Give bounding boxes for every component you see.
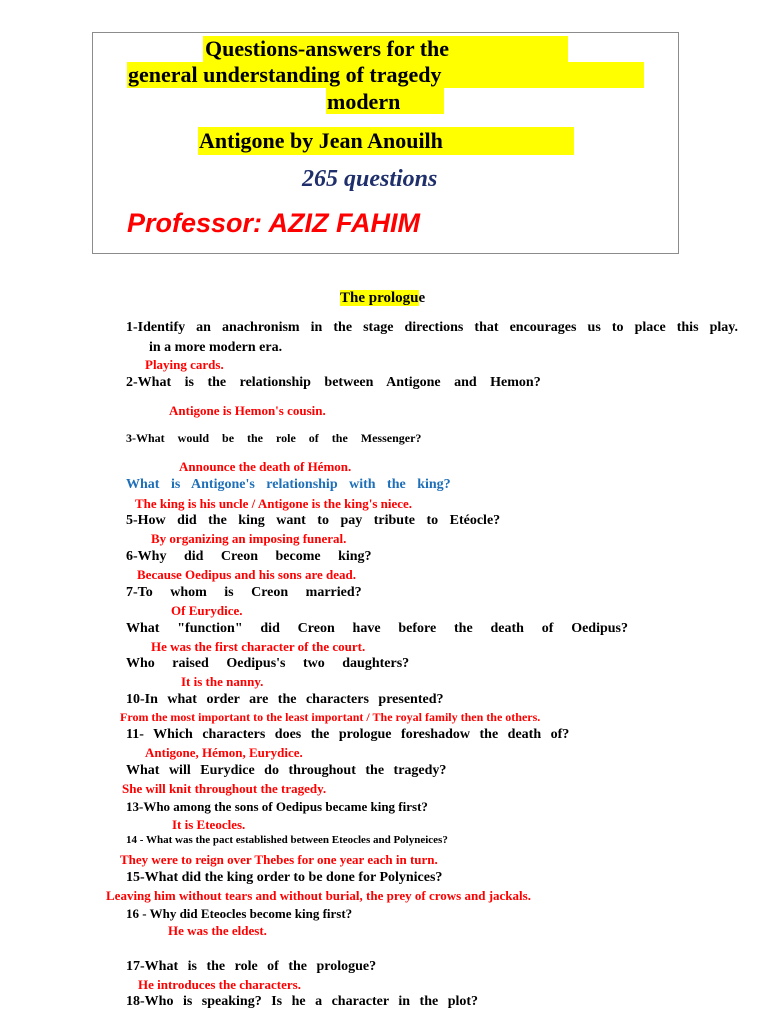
question-10: 10-In what order are the characters presented? — [126, 692, 444, 707]
question-8: What "function" did Creon have before the death of Oedipus? — [126, 621, 628, 636]
answer-7: Of Eurydice. — [171, 603, 243, 618]
section-heading-highlighted: The prologu — [340, 290, 419, 306]
answer-4: The king is his uncle / Antigone is the king's niece. — [135, 496, 413, 511]
section-heading — [340, 290, 425, 307]
question-3: 3-What would be the role of the Messenger? — [126, 431, 422, 445]
document-title-line-1: Questions-answers for the — [205, 36, 450, 61]
answer-13: It is Eteocles. — [172, 817, 246, 832]
answer-15: Leaving him without tears and without burial, the prey of crows and jackals. — [106, 888, 531, 903]
question-15: 15-What did the king order to be done for Polynices? — [126, 870, 443, 885]
question-11: 11- Which characters does the prologue foreshadow the death of? — [126, 727, 570, 742]
answer-6: Because Oedipus and his sons are dead. — [137, 567, 357, 582]
question-1: 1-Identify an anachronism in the stage directions that encourages us to place this play. — [126, 320, 738, 335]
question-4: What is Antigone's relationship with the king? — [126, 477, 451, 492]
answer-11: Antigone, Hémon, Eurydice. — [145, 745, 303, 760]
question-13: 13-Who among the sons of Oedipus became king first? — [126, 799, 428, 814]
question-17: 17-What is the role of the prologue? — [126, 959, 377, 974]
answer-17: He introduces the characters. — [138, 977, 301, 992]
answer-5: By organizing an imposing funeral. — [151, 531, 347, 546]
answer-12: She will knit throughout the tragedy. — [122, 781, 327, 796]
answer-16: He was the eldest. — [168, 923, 267, 938]
question-12: What will Eurydice do throughout the tragedy? — [126, 763, 447, 778]
answer-1: Playing cards. — [145, 357, 224, 372]
question-18: 18-Who is speaking? Is he a character in the plot? — [126, 994, 479, 1009]
professor-name: Professor: AZIZ FAHIM — [127, 208, 421, 238]
question-count: 265 questions — [302, 166, 438, 192]
question-1-continued: in a more modern era. — [149, 340, 283, 355]
question-6: 6-Why did Creon become king? — [126, 549, 372, 564]
answer-2: Antigone is Hemon's cousin. — [169, 403, 326, 418]
question-5: 5-How did the king want to pay tribute to Etéocle? — [126, 513, 501, 528]
question-16: 16 - Why did Eteocles become king first? — [126, 906, 353, 921]
answer-8: He was the first character of the court. — [151, 639, 366, 654]
answer-9: It is the nanny. — [181, 674, 264, 689]
document-title-line-2: general understanding of tragedy — [128, 62, 442, 87]
answer-14: They were to reign over Thebes for one year each in turn. — [120, 852, 438, 867]
section-heading-tail: e — [418, 290, 426, 306]
question-2: 2-What is the relationship between Antigone and Hemon? — [126, 375, 541, 390]
question-14: 14 - What was the pact established between Eteocles and Polyneices? — [126, 834, 448, 846]
answer-3: Announce the death of Hémon. — [179, 459, 352, 474]
document-title-line-3: modern — [327, 89, 401, 114]
question-7: 7-To whom is Creon married? — [126, 585, 362, 600]
document-subtitle: Antigone by Jean Anouilh — [199, 128, 443, 153]
question-9: Who raised Oedipus's two daughters? — [126, 656, 410, 671]
answer-10: From the most important to the least important / The royal family then the others. — [120, 710, 541, 724]
